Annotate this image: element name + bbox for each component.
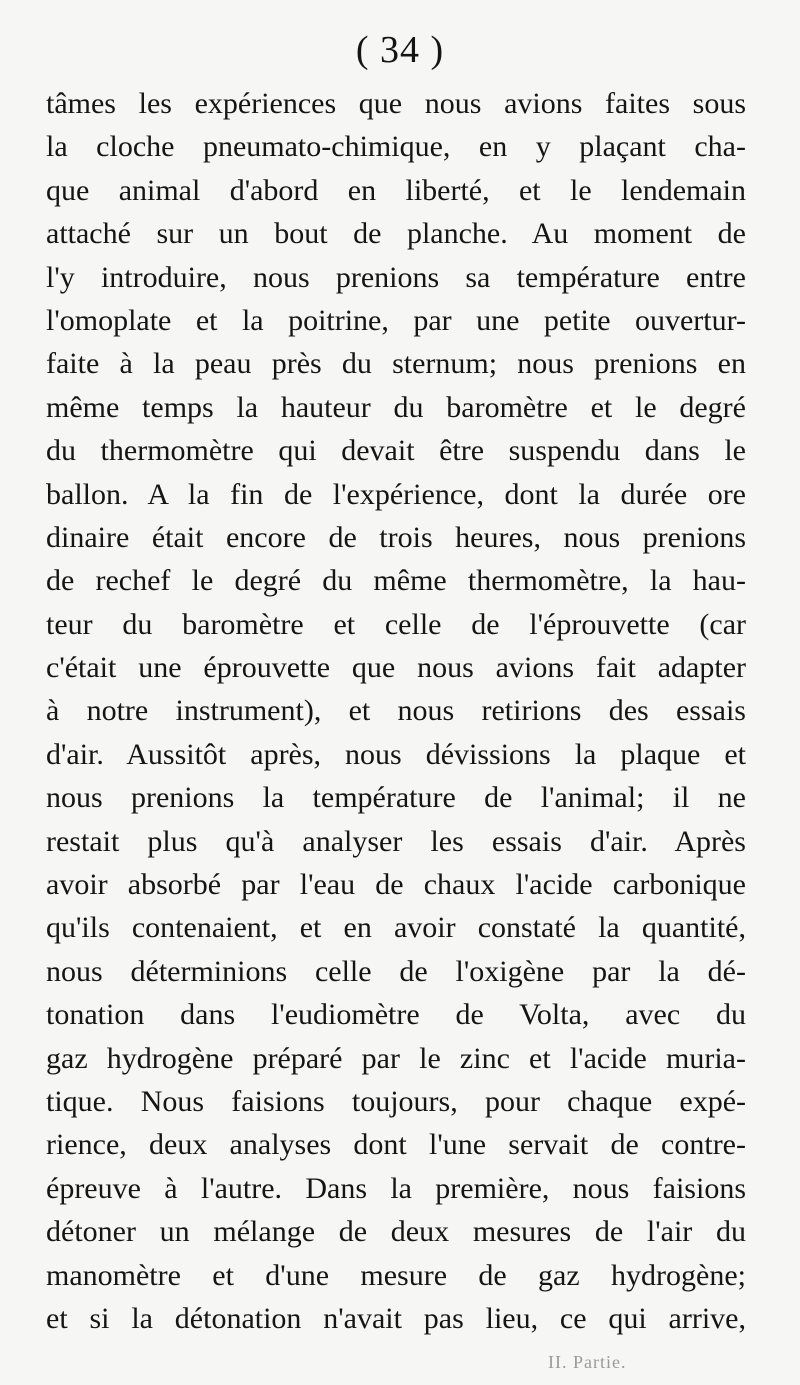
text-line: même temps la hauteur du baromètre et le degré xyxy=(46,390,746,424)
text-line: et si la détonation n'avait pas lieu, ce qui arrive, xyxy=(46,1301,746,1335)
text-line: de rechef le degré du même thermomètre, la hau- xyxy=(46,564,746,598)
text-line: ballon. A la fin de l'expérience, dont la durée ore xyxy=(46,477,746,511)
text-line: épreuve à l'autre. Dans la première, nous faisions xyxy=(46,1171,746,1205)
text-line: la cloche pneumato-chimique, en y plaçant cha- xyxy=(46,130,746,164)
text-line: tâmes les expériences que nous avions faites sous xyxy=(46,87,746,120)
text-line: c'était une éprouvette que nous avions fait adapter xyxy=(46,651,746,685)
text-line: faite à la peau près du sternum; nous prenions en xyxy=(46,347,746,381)
text-line: nous prenions la température de l'animal; il ne xyxy=(46,781,746,815)
text-line: rience, deux analyses dont l'une servait de contre- xyxy=(46,1128,746,1162)
text-line: nous déterminions celle de l'oxigène par la dé- xyxy=(46,954,746,988)
text-line: tique. Nous faisions toujours, pour chaque expé- xyxy=(46,1084,746,1118)
text-line: l'y introduire, nous prenions sa température entre xyxy=(46,260,746,294)
text-line: détoner un mélange de deux mesures de l'air du xyxy=(46,1215,746,1249)
text-line: l'omoplate et la poitrine, par une petite ouvertur- xyxy=(46,303,746,337)
text-line: avoir absorbé par l'eau de chaux l'acide carbonique xyxy=(46,868,746,902)
text-line: attaché sur un bout de planche. Au moment de xyxy=(46,217,746,251)
text-line: à notre instrument), et nous retirions des essais xyxy=(46,694,746,728)
text-line: restait plus qu'à analyser les essais d'air. Après xyxy=(46,824,746,858)
show-through-signature: II. Partie. xyxy=(548,1352,627,1372)
text-line: gaz hydrogène préparé par le zinc et l'acide muria- xyxy=(46,1041,746,1075)
text-line: d'air. Aussitôt après, nous dévissions la plaque et xyxy=(46,737,746,771)
text-line: manomètre et d'une mesure de gaz hydrogène; xyxy=(46,1258,746,1292)
text-line: dinaire était encore de trois heures, nous prenions xyxy=(46,520,746,554)
body-text xyxy=(46,82,746,1340)
text-line: du thermomètre qui devait être suspendu dans le xyxy=(46,434,746,468)
page-number: ( 34 ) xyxy=(355,29,445,71)
text-line: que animal d'abord en liberté, et le lendemain xyxy=(46,173,746,207)
text-line: teur du baromètre et celle de l'éprouvette (car xyxy=(46,607,746,641)
text-line: qu'ils contenaient, et en avoir constaté la quantité, xyxy=(46,911,746,945)
text-line: tonation dans l'eudiomètre de Volta, avec du xyxy=(46,998,746,1032)
